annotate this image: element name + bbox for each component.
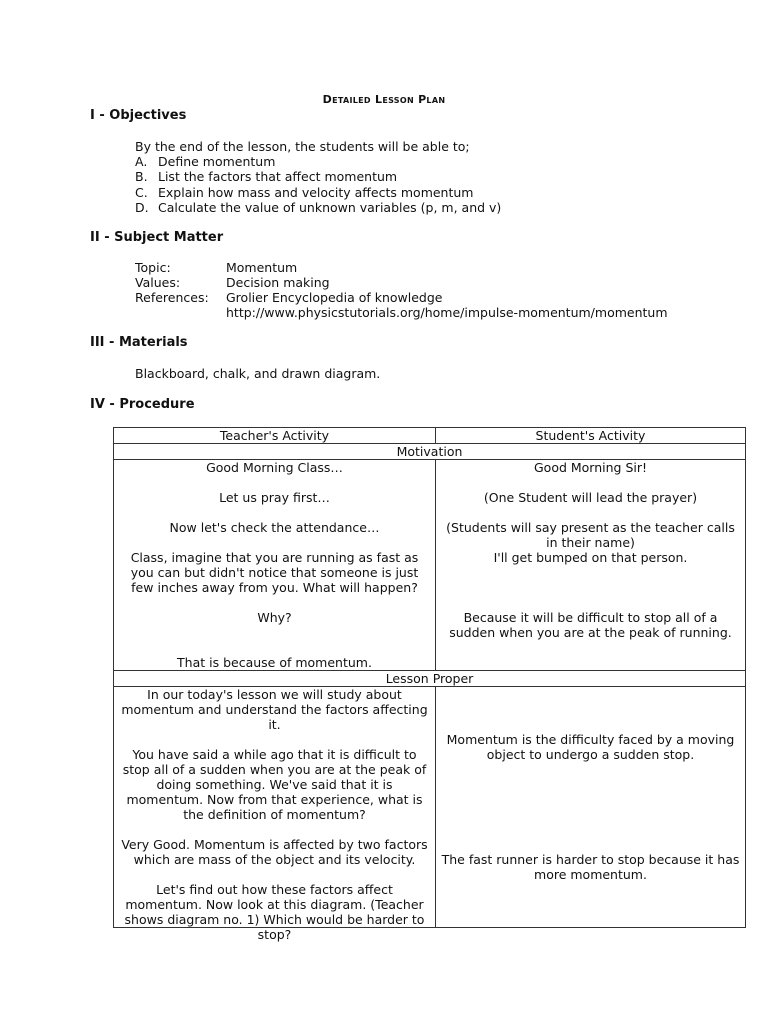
- student-line: (One Student will lead the prayer): [483, 490, 698, 505]
- teacher-line: Now let's check the attendance…: [169, 520, 380, 535]
- student-activity-header: Student's Activity: [436, 428, 746, 444]
- teacher-line: In our today's lesson we will study about momentum and understand the factors affecting it.: [121, 687, 428, 732]
- objective-letter: C.: [135, 184, 148, 200]
- objective-letter: B.: [135, 169, 148, 185]
- teacher-line: Class, imagine that you are running as fast as you can but didn't notice that someone is just few inches away from you. What will happen?: [130, 550, 419, 595]
- student-line: I'll get bumped on that person.: [493, 550, 688, 565]
- objective-text: List the factors that affect momentum: [158, 169, 398, 185]
- reference-url-row: [226, 305, 668, 320]
- teacher-line: You have said a while ago that it is difficult to stop all of a sudden when you are at the peak of doing something. We've said that it is momentum. Now from that experience, what is the definition of momentum?: [122, 747, 427, 822]
- values-label: Values:: [135, 275, 181, 290]
- page-title: Detailed Lesson Plan: [322, 93, 446, 106]
- objective-item: [135, 185, 501, 200]
- teacher-line: Good Morning Class…: [206, 460, 343, 475]
- lesson-teacher-cell: [114, 687, 436, 942]
- motivation-student-cell: [436, 460, 746, 671]
- section-row: [114, 444, 746, 460]
- topic-row: [135, 260, 297, 275]
- reference-item: Grolier Encyclopedia of knowledge: [226, 290, 443, 305]
- student-line: The fast runner is harder to stop because it has more momentum.: [441, 852, 740, 882]
- subject-matter-heading: II - Subject Matter: [90, 230, 224, 245]
- teacher-activity-header: Teacher's Activity: [114, 428, 436, 444]
- materials-heading: III - Materials: [90, 335, 188, 350]
- student-line: Momentum is the difficulty faced by a moving object to undergo a sudden stop.: [446, 732, 735, 762]
- lesson-student-cell: [436, 687, 746, 928]
- values-value: Decision making: [226, 275, 330, 290]
- references-label: References:: [135, 290, 209, 305]
- objective-text: Explain how mass and velocity affects momentum: [158, 184, 474, 200]
- objective-text: Calculate the value of unknown variables (p, m, and v): [158, 199, 502, 215]
- objectives-intro: By the end of the lesson, the students will be able to;: [135, 139, 470, 154]
- teacher-line: Let's find out how these factors affect momentum. Now look at this diagram. (Teacher shows diagram no. 1) Which would be harder to stop?: [124, 882, 425, 942]
- materials-text: Blackboard, chalk, and drawn diagram.: [135, 366, 381, 381]
- references-row: [135, 290, 442, 305]
- student-line: Good Morning Sir!: [533, 460, 648, 475]
- objective-letter: A.: [135, 154, 148, 169]
- reference-url: http://www.physicstutorials.org/home/impulse-momentum/momentum: [226, 305, 668, 320]
- objectives-heading: I - Objectives: [90, 108, 187, 123]
- objective-text: Define momentum: [158, 154, 276, 169]
- student-line: Because it will be difficult to stop all of a sudden when you are at the peak of running.: [449, 610, 732, 640]
- lesson-proper-label: Lesson Proper: [114, 671, 746, 687]
- procedure-table: [113, 427, 746, 942]
- section-row: [114, 671, 746, 687]
- teacher-line: Very Good. Momentum is affected by two factors which are mass of the object and its velocity.: [121, 837, 428, 867]
- values-row: [135, 275, 330, 290]
- topic-label: Topic:: [135, 260, 171, 275]
- procedure-heading: IV - Procedure: [90, 397, 195, 412]
- topic-value: Momentum: [226, 260, 298, 275]
- student-line: (Students will say present as the teacher calls in their name): [446, 520, 735, 550]
- motivation-row: [114, 460, 746, 671]
- teacher-line: Why?: [257, 610, 292, 625]
- objective-item: [135, 154, 501, 169]
- teacher-line: That is because of momentum.: [177, 655, 372, 670]
- lesson-student-content: [440, 687, 741, 927]
- motivation-label: Motivation: [114, 444, 746, 460]
- objective-item: [135, 169, 501, 184]
- table-header-row: [114, 428, 746, 444]
- lesson-teacher-content: [118, 687, 431, 942]
- objective-letter: D.: [135, 199, 149, 215]
- motivation-teacher-cell: [114, 460, 436, 671]
- objective-item: [135, 200, 501, 215]
- teacher-line: Let us pray first…: [219, 490, 330, 505]
- objectives-list: [135, 154, 501, 215]
- lesson-proper-row: [114, 687, 746, 928]
